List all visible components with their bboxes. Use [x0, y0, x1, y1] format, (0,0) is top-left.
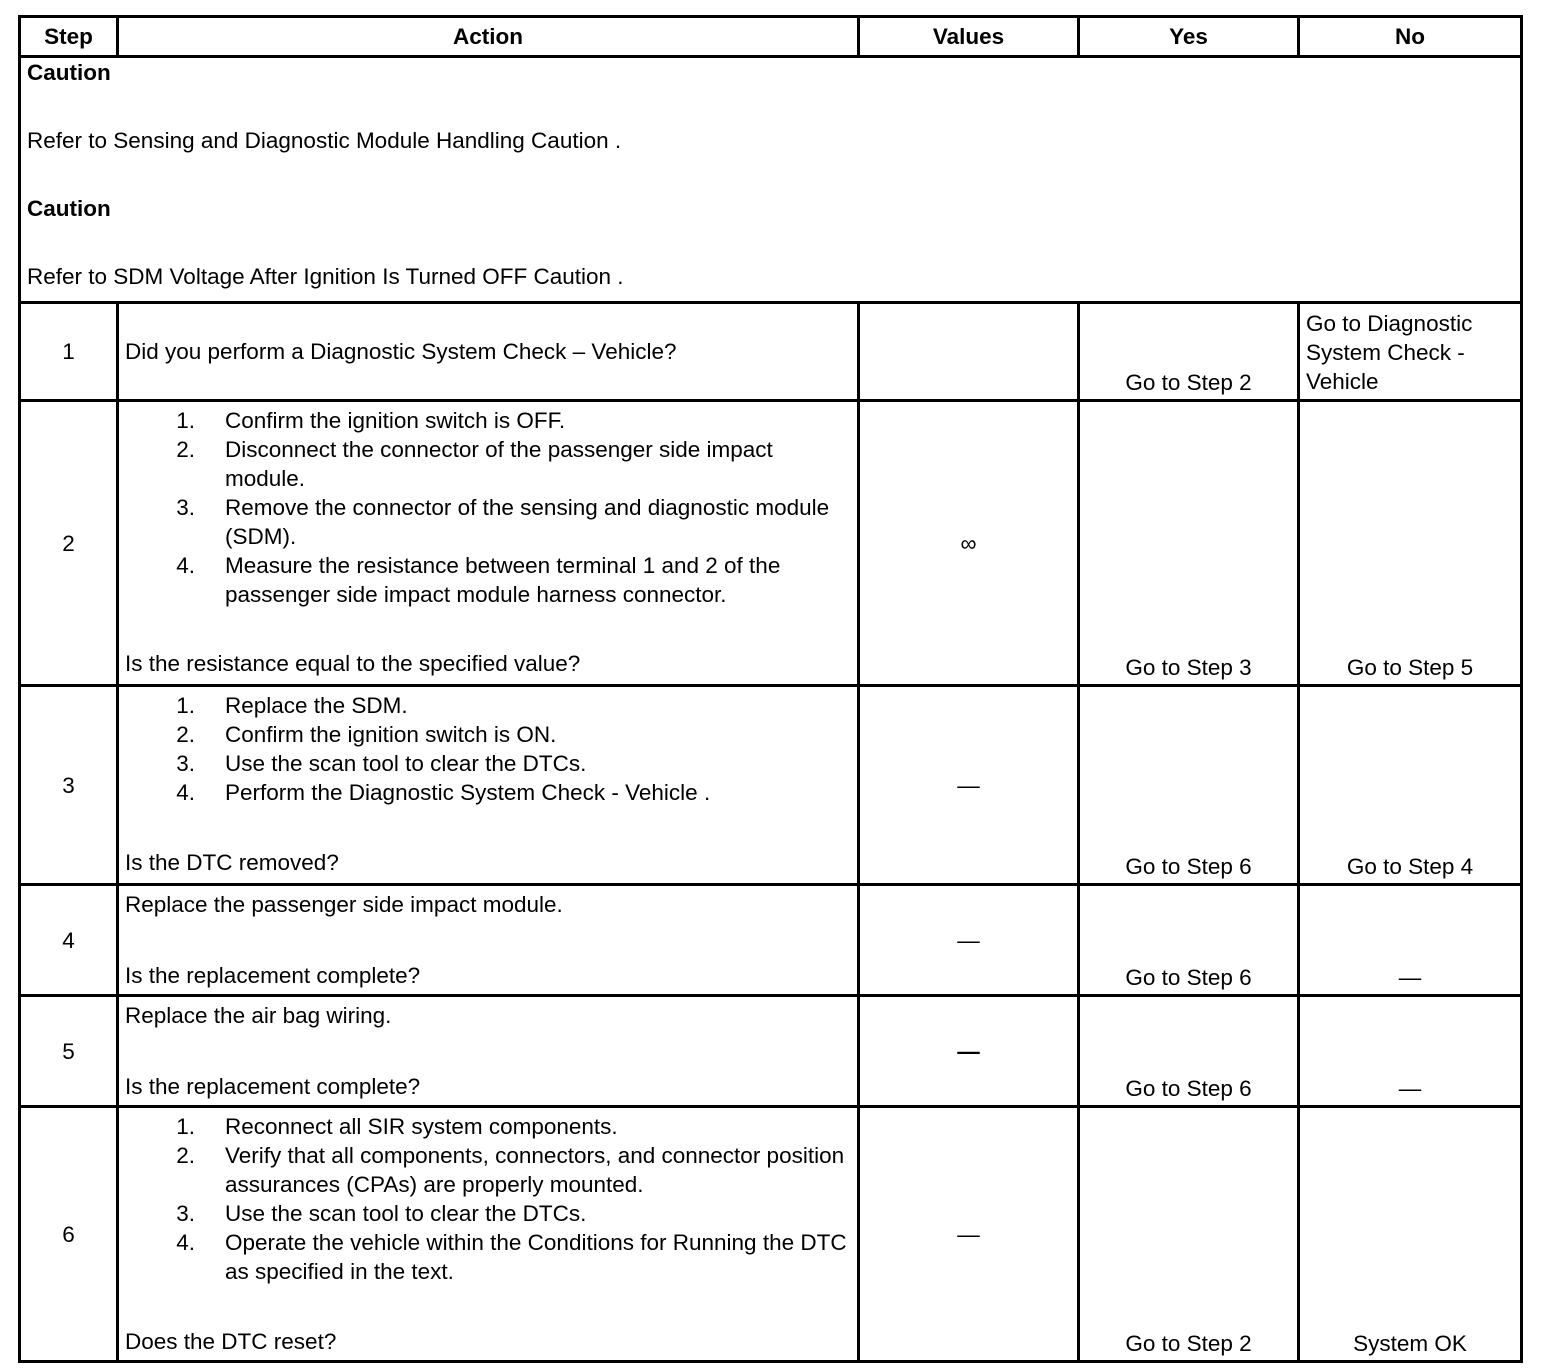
list-item: 4. Perform the Diagnostic System Check - Vehicle .	[176, 780, 711, 805]
table-row	[20, 401, 1522, 686]
diagnostic-table	[18, 15, 1523, 1363]
table-row	[20, 885, 1522, 996]
question-text: Is the DTC removed?	[125, 850, 339, 875]
caution-title: Caution	[27, 60, 111, 85]
action-text: Replace the air bag wiring.	[125, 1003, 392, 1028]
no-result: System OK	[1299, 1107, 1522, 1362]
list-item: 2. Confirm the ignition switch is ON.	[176, 722, 557, 747]
header-yes: Yes	[1079, 17, 1299, 57]
question-text: Is the resistance equal to the specified value?	[125, 651, 581, 676]
no-value: —	[1299, 885, 1522, 996]
yes-link[interactable]: Go to Step 3	[1079, 401, 1299, 686]
action-cell	[118, 996, 859, 1107]
action-text: Replace the passenger side impact module.	[125, 892, 563, 917]
yes-link[interactable]: Go to Step 2	[1079, 303, 1299, 401]
table-row	[20, 996, 1522, 1107]
action-cell	[118, 686, 859, 885]
header-action: Action	[118, 17, 859, 57]
header-no: No	[1299, 17, 1522, 57]
action-cell	[118, 303, 859, 401]
step-number: 5	[20, 996, 118, 1107]
action-cell	[118, 885, 859, 996]
step-number: 2	[20, 401, 118, 686]
yes-link[interactable]: Go to Step 6	[1079, 996, 1299, 1107]
no-value: —	[1299, 996, 1522, 1107]
no-link[interactable]: Go to Step 4	[1299, 686, 1522, 885]
list-item: 1. Replace the SDM.	[176, 693, 408, 718]
value-cell: —	[859, 686, 1079, 885]
question-text: Does the DTC reset?	[125, 1329, 337, 1354]
header-step: Step	[20, 17, 118, 57]
list-item: 4. Measure the resistance between terminal 1 and 2 of the passenger side impact module harness connector.	[176, 553, 781, 607]
question-text: Is the replacement complete?	[125, 1074, 421, 1099]
step-number: 4	[20, 885, 118, 996]
value-cell: —	[859, 1107, 1079, 1362]
list-item: 3. Remove the connector of the sensing and diagnostic module (SDM).	[176, 495, 830, 549]
question-text: Is the replacement complete?	[125, 963, 421, 988]
caution-text: Refer to SDM Voltage After Ignition Is Turned OFF Caution .	[27, 264, 624, 289]
step-number: 1	[20, 303, 118, 401]
list-item: 2. Verify that all components, connectors, and connector position assurances (CPAs) are properly mounted.	[176, 1143, 845, 1197]
table-row	[20, 686, 1522, 885]
list-item: 4. Operate the vehicle within the Conditions for Running the DTC as specified in the text.	[176, 1230, 847, 1284]
caution-row	[20, 57, 1522, 303]
caution-cell	[20, 57, 1522, 303]
value-cell: —	[859, 996, 1079, 1107]
list-item: 3. Use the scan tool to clear the DTCs.	[176, 1201, 587, 1226]
instruction-list	[125, 406, 851, 609]
value-cell: —	[859, 885, 1079, 996]
action-cell	[118, 401, 859, 686]
yes-link[interactable]: Go to Step 6	[1079, 885, 1299, 996]
value-cell: ∞	[859, 401, 1079, 686]
no-link[interactable]: Go to Diagnostic System Check - Vehicle	[1299, 303, 1522, 401]
list-item: 1. Reconnect all SIR system components.	[176, 1114, 618, 1139]
list-item: 2. Disconnect the connector of the passenger side impact module.	[176, 437, 773, 491]
list-item: 1. Confirm the ignition switch is OFF.	[176, 408, 566, 433]
table-row	[20, 303, 1522, 401]
diagnostic-table-container	[18, 15, 1523, 1363]
yes-link[interactable]: Go to Step 2	[1079, 1107, 1299, 1362]
instruction-list	[125, 691, 851, 807]
instruction-list	[125, 1112, 851, 1286]
action-text: Did you perform a Diagnostic System Check – Vehicle?	[125, 339, 677, 364]
no-link[interactable]: Go to Step 5	[1299, 401, 1522, 686]
header-row	[20, 17, 1522, 57]
table-row	[20, 1107, 1522, 1362]
step-number: 3	[20, 686, 118, 885]
header-values: Values	[859, 17, 1079, 57]
caution-title: Caution	[27, 196, 111, 221]
value-cell	[859, 303, 1079, 401]
yes-link[interactable]: Go to Step 6	[1079, 686, 1299, 885]
caution-text: Refer to Sensing and Diagnostic Module Handling Caution .	[27, 128, 622, 153]
step-number: 6	[20, 1107, 118, 1362]
action-cell	[118, 1107, 859, 1362]
list-item: 3. Use the scan tool to clear the DTCs.	[176, 751, 587, 776]
